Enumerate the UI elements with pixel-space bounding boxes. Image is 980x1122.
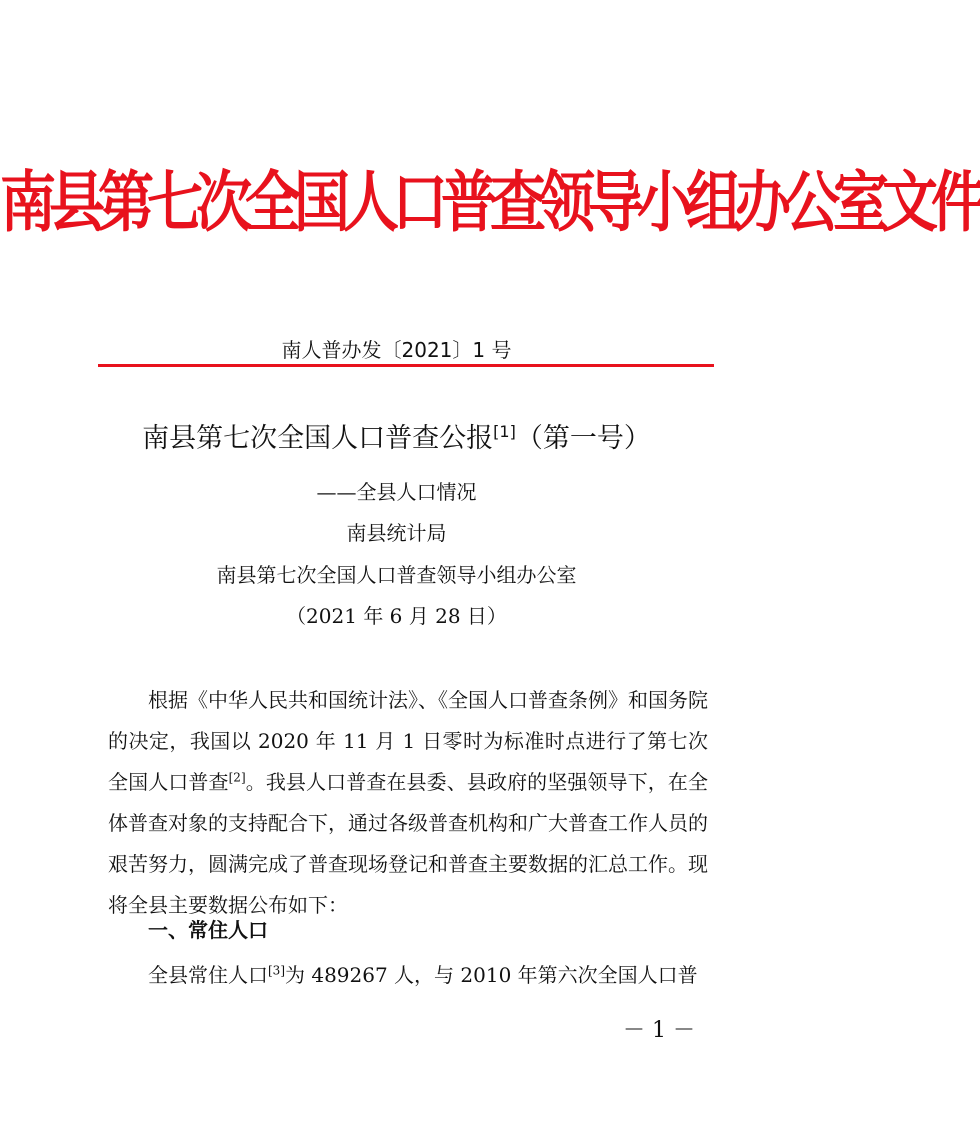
- issuer-statistics-bureau: 南县统计局: [346, 521, 447, 545]
- page-number: － 1 －: [623, 1018, 695, 1043]
- resident-population-paragraph: [108, 955, 708, 996]
- intro-paragraph: [108, 680, 708, 926]
- issuer-census-office: 南县第七次全国人口普查领导小组办公室: [216, 563, 577, 587]
- red-divider-line: [98, 364, 714, 367]
- intro-paragraph-text-2: 。我县人口普查在县委、县政府的坚强领导下，在全体普查对象的支持配合下，通过各级普查机构和广大普查工作人员的艰苦努力，圆满完成了普查现场登记和普查主要数据的汇总工作。现将全县主要数据公布如下：: [108, 770, 709, 917]
- bulletin-title-footnote-ref[interactable]: [1]: [493, 422, 516, 441]
- intro-footnote-ref[interactable]: [2]: [228, 770, 246, 785]
- intro-paragraph-text-1: 根据《中华人民共和国统计法》、《全国人口普查条例》和国务院的决定，我国以 2020 年 11 月 1 日零时为标准时点进行了第七次全国人口普查: [108, 688, 708, 794]
- publish-date: （2021 年 6 月 28 日）: [286, 604, 507, 628]
- section-heading-resident-population: 一、常住人口: [148, 918, 268, 942]
- bulletin-subtitle: ——全县人口情况: [316, 480, 477, 504]
- bulletin-title-text: 南县第七次全国人口普查公报: [142, 423, 494, 454]
- bulletin-title: [0, 419, 793, 459]
- resident-paragraph-text-1: 全县常住人口: [148, 963, 268, 987]
- resident-paragraph-text-2: 为 489267 人，与 2010 年第六次全国人口普: [285, 963, 698, 987]
- bulletin-title-issue: （第一号）: [515, 423, 651, 454]
- resident-footnote-ref[interactable]: [3]: [268, 963, 285, 978]
- document-red-header: 南县第七次全国人口普查领导小组办公室文件: [0, 165, 980, 242]
- document-number: 南人普办发〔2021〕1 号: [281, 338, 512, 362]
